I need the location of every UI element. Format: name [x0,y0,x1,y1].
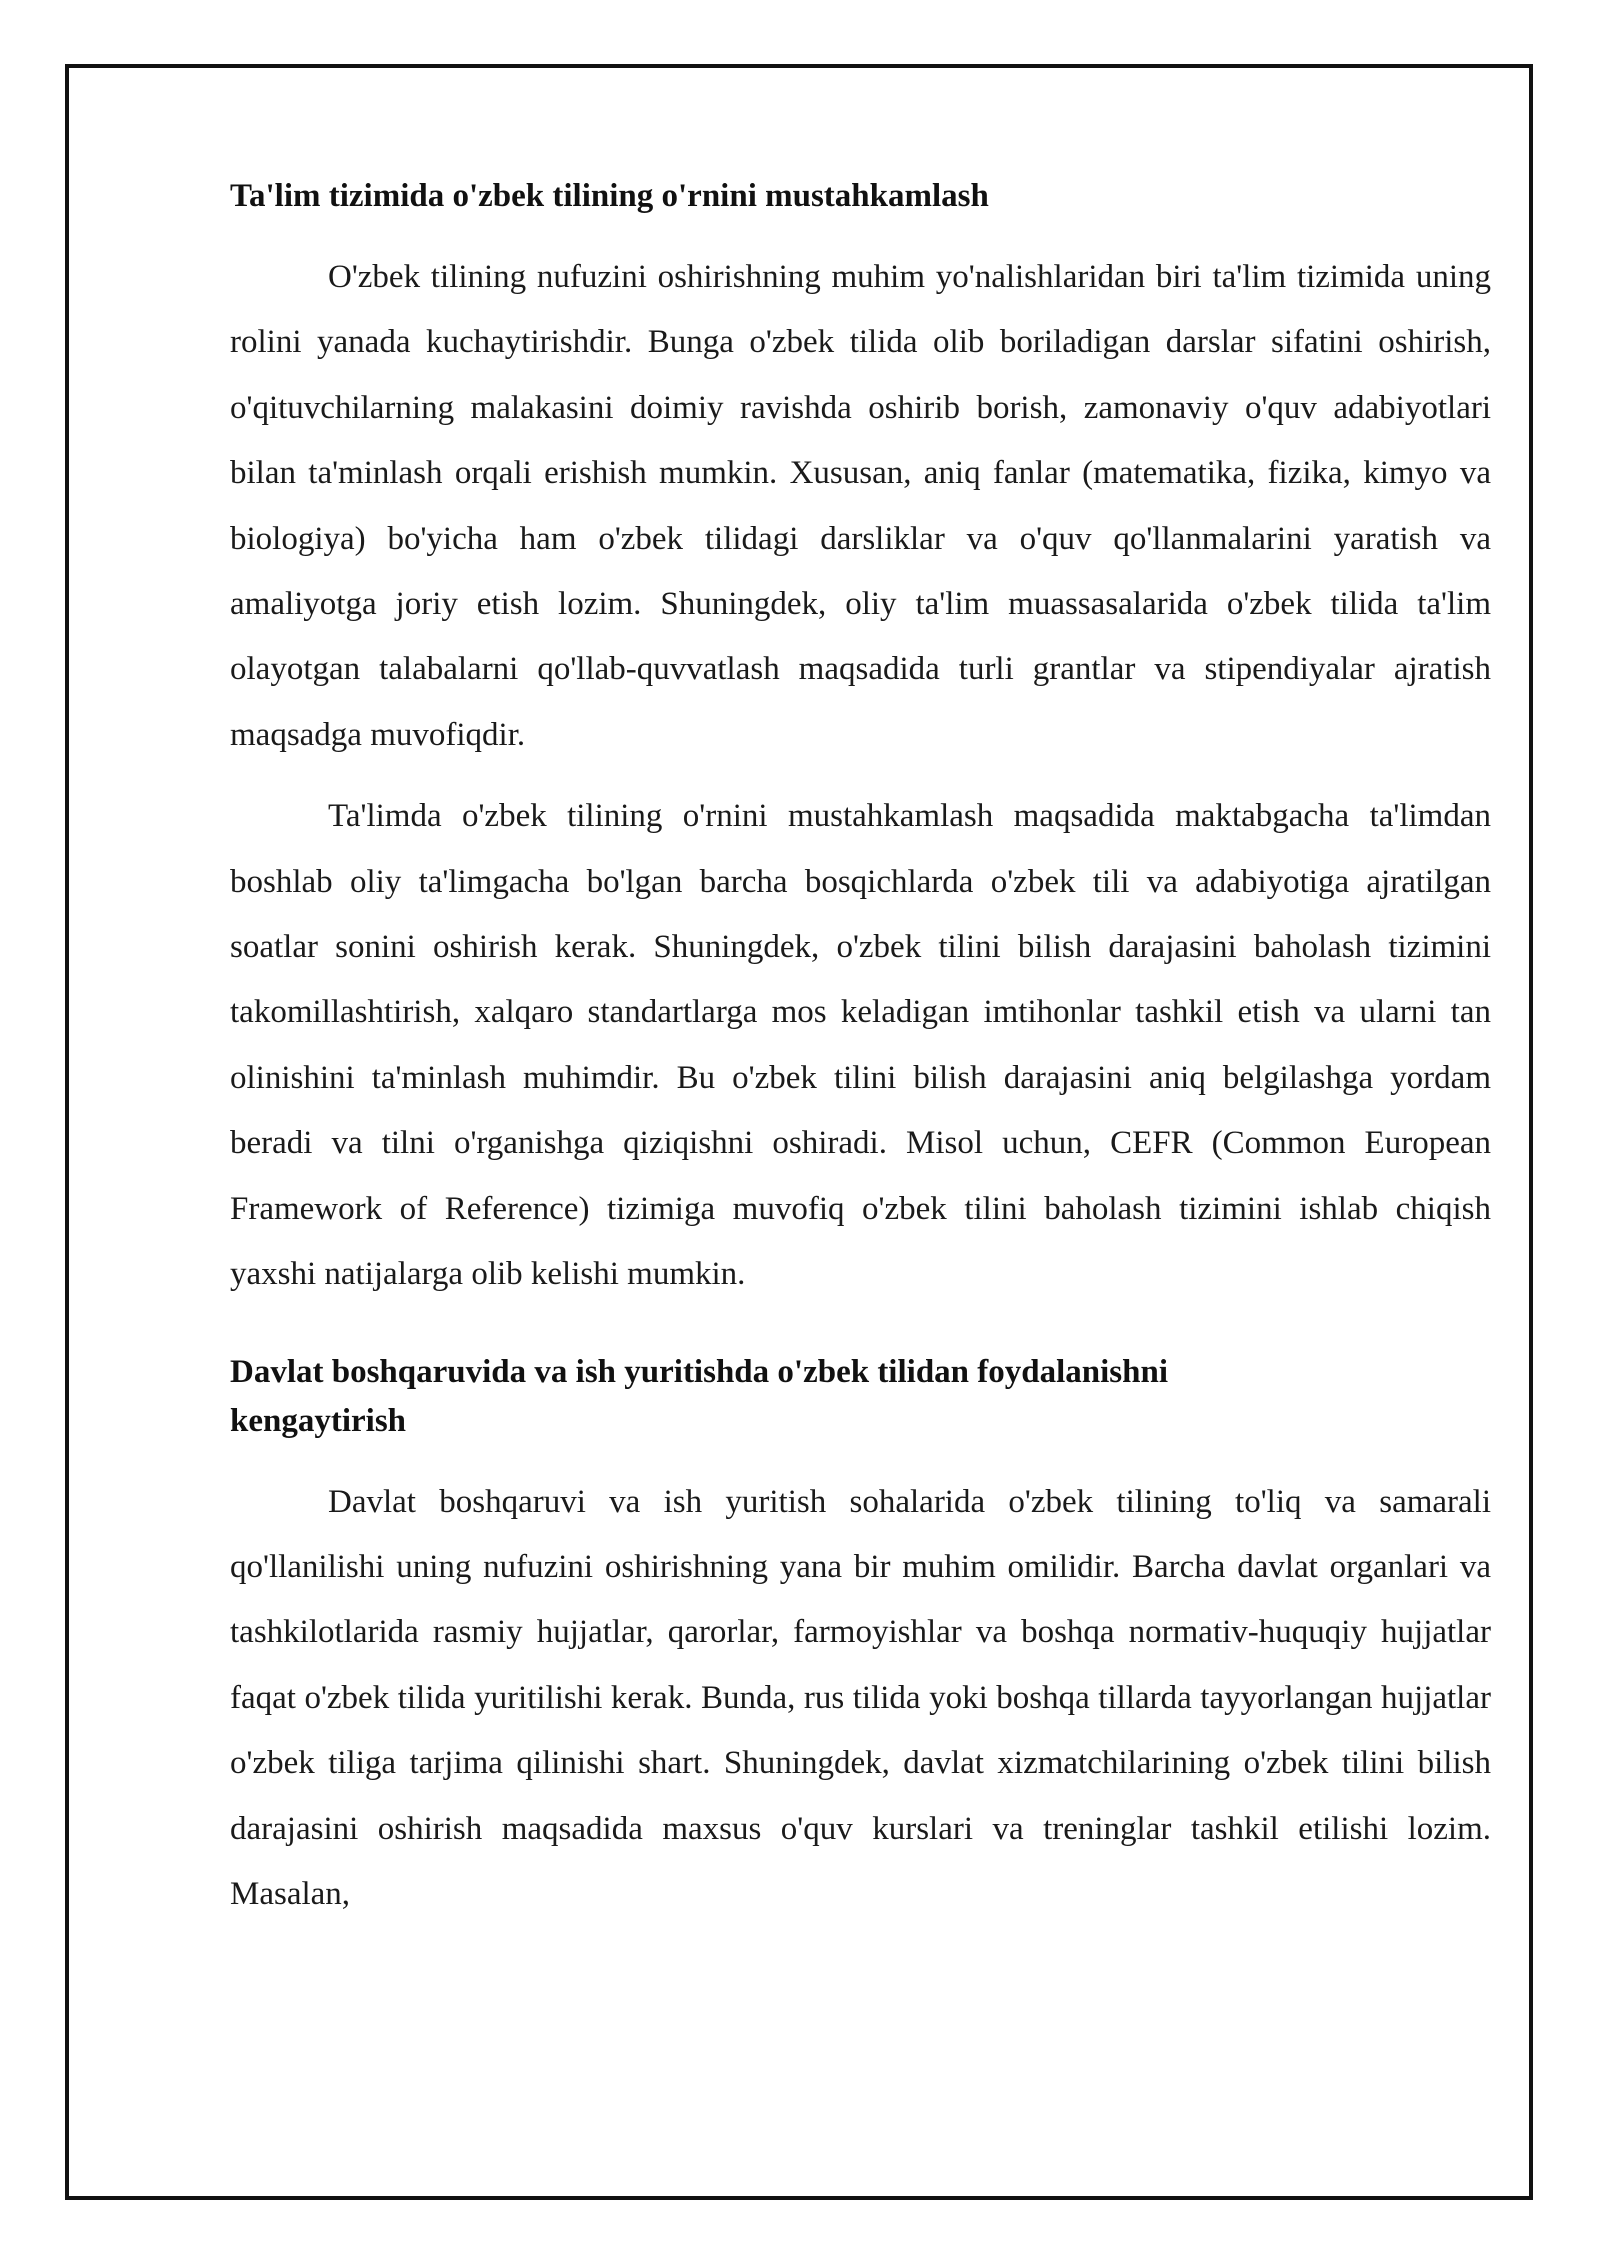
paragraph: O'zbek tilining nufuzini oshirishning muhim yo'nalishlaridan biri ta'lim tizimida uning rolini yanada kuchaytirishdir. Bunga o'zbek tilida olib boriladigan darslar sifatini oshirish, o'qituvchilarning malakasini doimiy ravishda oshirib borish, zamonaviy o'quv adabiyotlari bilan ta'minlash orqali erishish mumkin. Xususan, aniq fanlar (matematika, fizika, kimyo va biologiya) bo'yicha ham o'zbek tilidagi darsliklar va o'quv qo'llanmalarini yaratish va amaliyotga joriy etish lozim. Shuningdek, oliy ta'lim muassasalarida o'zbek tilida ta'lim olayotgan talabalarni qo'llab-quvvatlash maqsadida turli grantlar va stipendiyalar ajratish maqsadga muvofiqdir. [230,259,1491,753]
paragraph: Davlat boshqaruvi va ish yuritish sohalarida o'zbek tilining to'liq va samarali qo'llanilishi uning nufuzini oshirishning yana bir muhim omilidir. Barcha davlat organlari va tashkilotlarida rasmiy hujjatlar, qarorlar, farmoyishlar va boshqa normativ-huquqiy hujjatlar faqat o'zbek tilida yuritilishi kerak. Bunda, rus tilida yoki boshqa tillarda tayyorlangan hujjatlar o'zbek tiliga tarjima qilinishi shart. Shuningdek, davlat xizmatchilarining o'zbek tilini bilish darajasini oshirish maqsadida maxsus o'quv kurslari va treninglar tashkil etilishi lozim. Masalan, [230,1483,1491,1912]
section-heading-education: Ta'lim tizimida o'zbek tilining o'rnini mustahkamlash [230,178,989,214]
section-heading-government: Davlat boshqaruvida va ish yuritishda o'zbek tilidan foydalanishni kengaytirish [230,1353,1169,1439]
document-body [230,172,1491,1943]
paragraph: Ta'limda o'zbek tilining o'rnini mustahkamlash maqsadida maktabgacha ta'limdan boshlab oliy ta'limgacha bo'lgan barcha bosqichlarda o'zbek tili va adabiyotiga ajratilgan soatlar sonini oshirish kerak. Shuningdek, o'zbek tilini bilish darajasini baholash tizimini takomillashtirish, xalqaro standartlarga mos keladigan imtihonlar tashkil etish va ularni tan olinishini ta'minlash muhimdir. Bu o'zbek tilini bilish darajasini aniq belgilashga yordam beradi va tilni o'rganishga qiziqishni oshiradi. Misol uchun, CEFR (Common European Framework of Reference) tizimiga muvofiq o'zbek tilini baholash tizimini ishlab chiqish yaxshi natijalarga olib kelishi mumkin. [230,798,1491,1293]
